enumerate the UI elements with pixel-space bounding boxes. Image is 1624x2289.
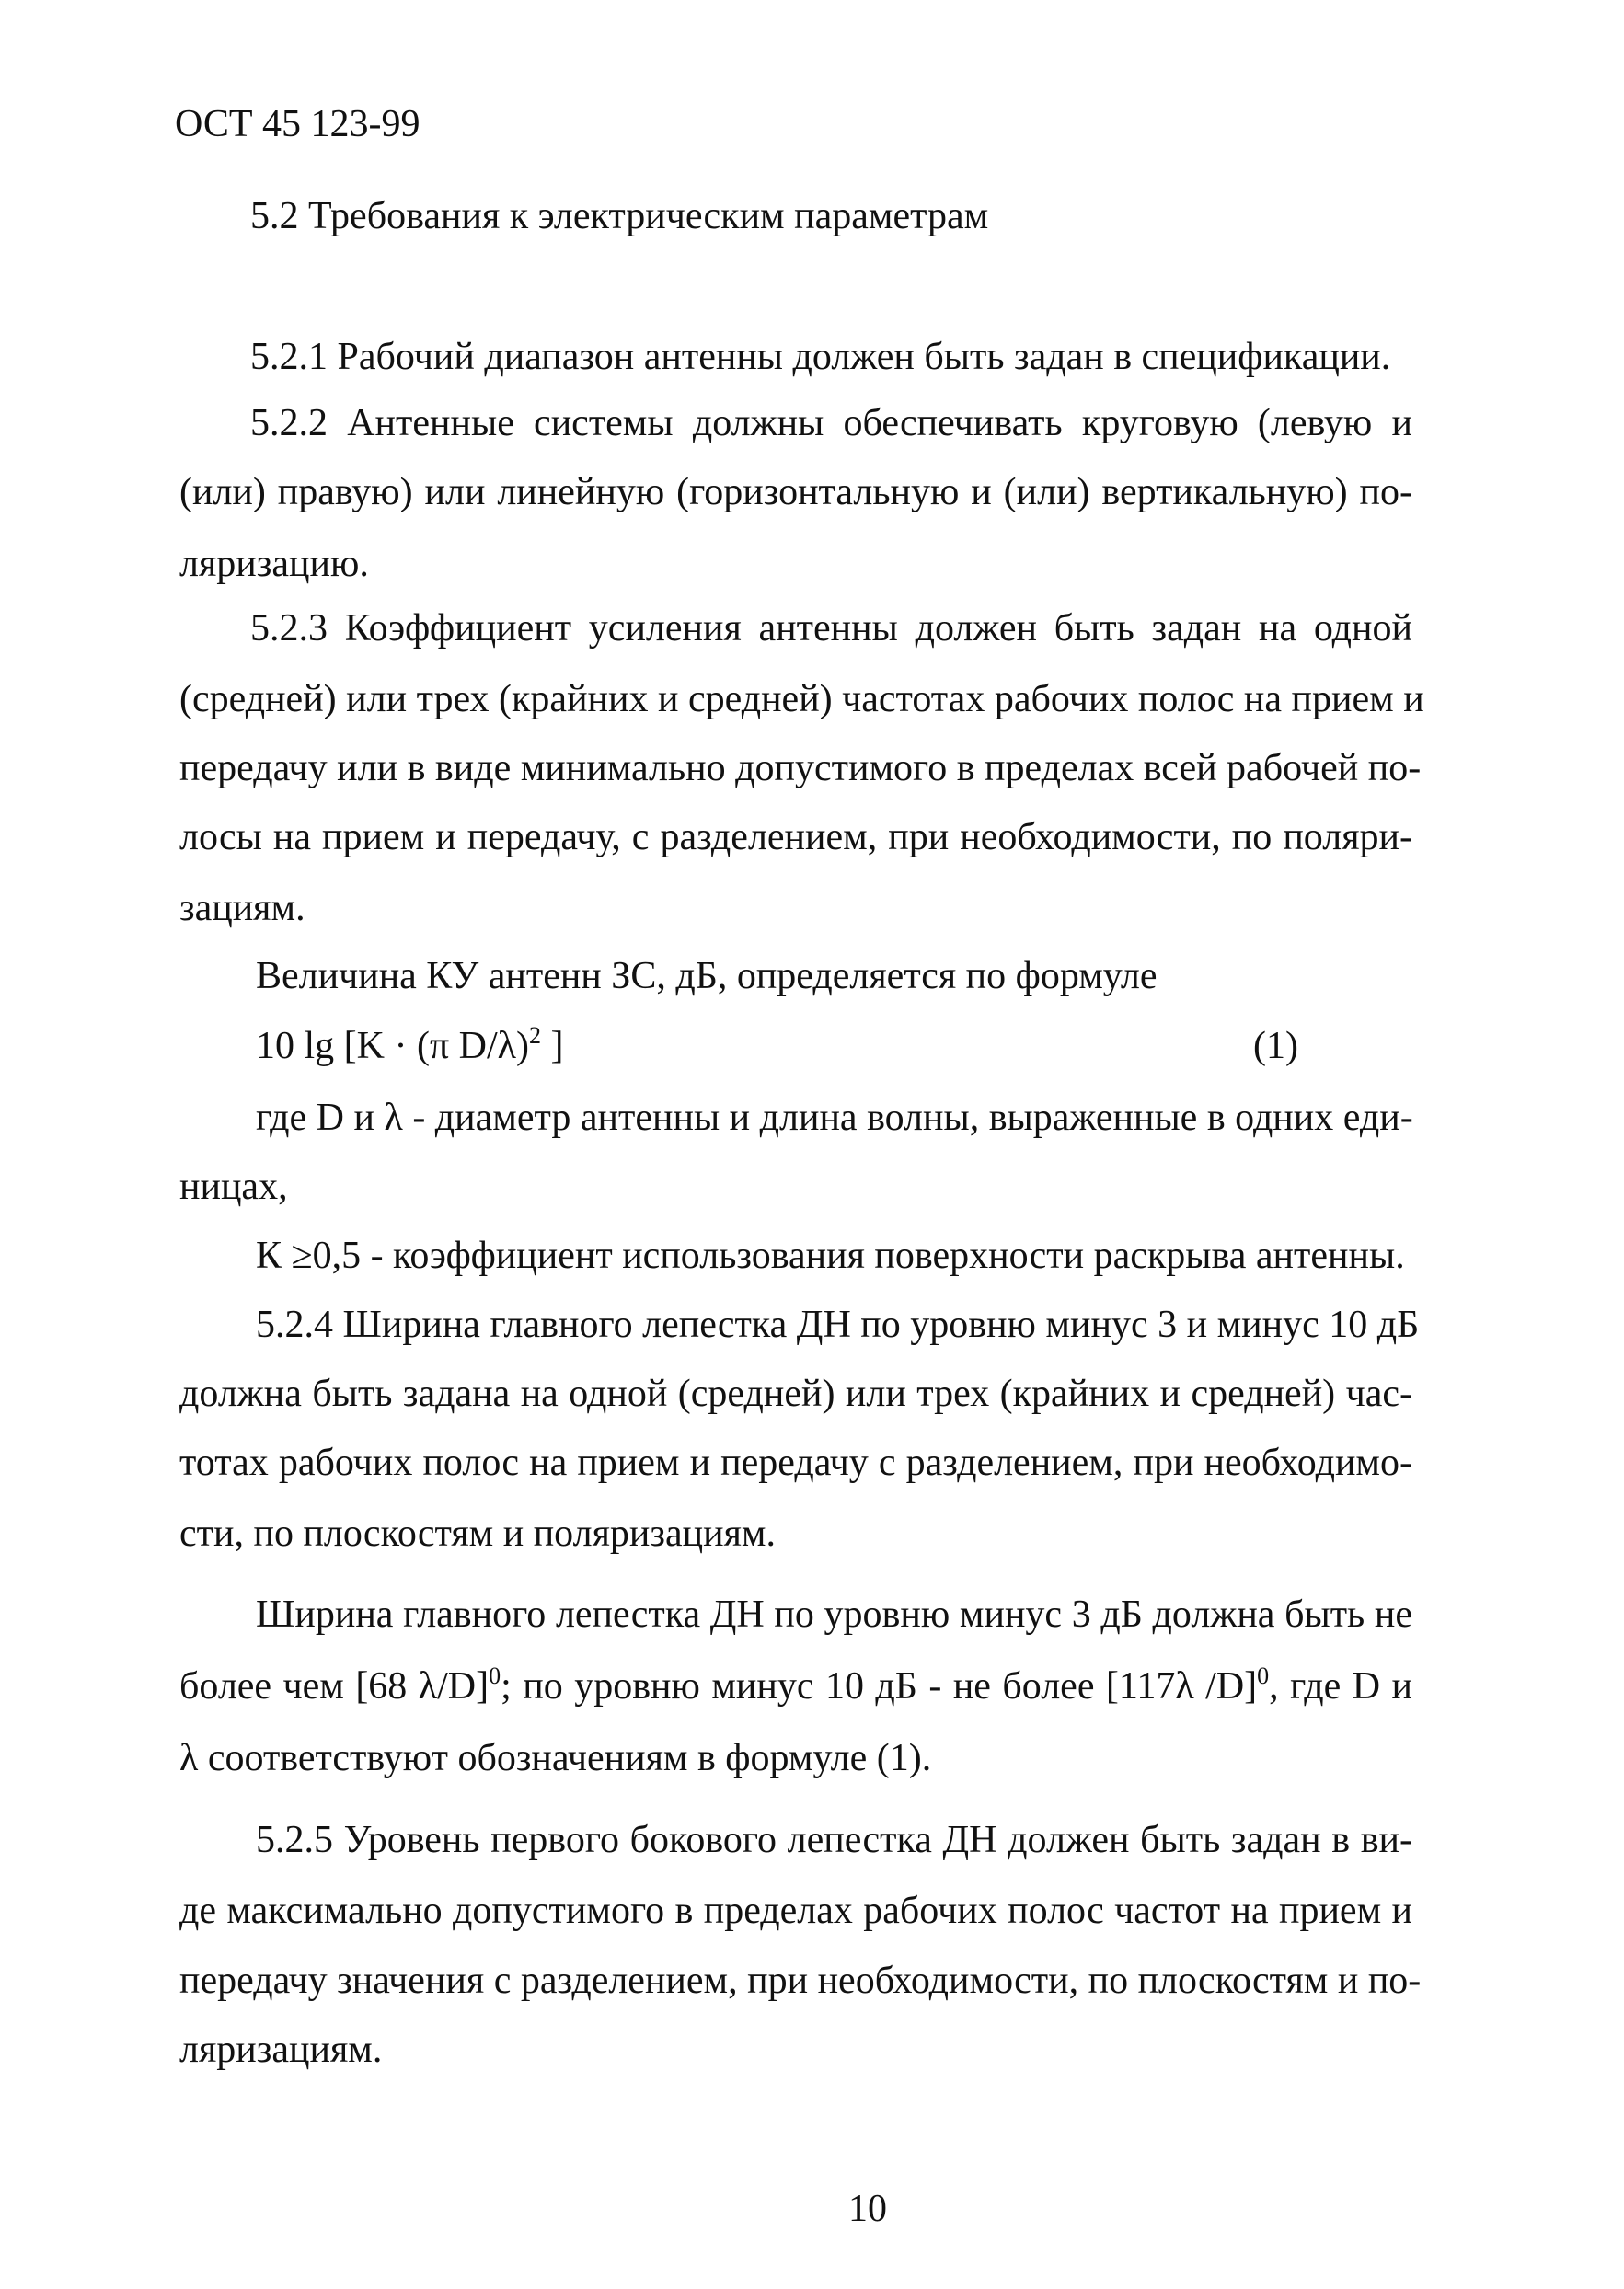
paragraph-5-2-5-line: передачу значения с разделением, при необходимости, по плоскостям и по- — [179, 1960, 1422, 2002]
paragraph-5-2-5-line: 5.2.5 Уровень первого бокового лепестка ДН должен быть задан в ви- — [256, 1819, 1412, 1861]
paragraph-5-2-3-line: передачу или в виде минимально допустимого в пределах всей рабочей по- — [179, 747, 1422, 789]
formula-main: 10 lg [K · (π D/λ) — [256, 1025, 530, 1067]
degree-superscript: 0 — [1257, 1662, 1270, 1689]
where-line: где D и λ - диаметр антенны и длина волны, выраженные в одних еди- — [256, 1097, 1413, 1139]
paragraph-5-2-3-line: (средней) или трех (крайних и средней) частотах рабочих полос на прием и — [179, 678, 1424, 720]
paragraph-5-2-2-line: (или) правую) или линейную (горизонтальную и (или) вертикальную) по- — [179, 471, 1412, 513]
paragraph-5-2-4-line: 5.2.4 Ширина главного лепестка ДН по уровню минус 3 и минус 10 дБ — [256, 1304, 1420, 1346]
degree-superscript: 0 — [489, 1662, 501, 1689]
formula-exponent: 2 — [529, 1022, 542, 1049]
page-number: 10 — [848, 2188, 887, 2230]
beamwidth-text: более чем [68 λ/D] — [179, 1665, 490, 1708]
k-definition: К ≥0,5 - коэффициент использования поверхности раскрыва антенны. — [256, 1235, 1405, 1277]
paragraph-5-2-3-line: лосы на прием и передачу, с разделением, при необходимости, по поляри- — [179, 816, 1412, 858]
beamwidth-line: λ соответствуют обозначениям в формуле (1). — [179, 1737, 932, 1779]
beamwidth-line: Ширина главного лепестка ДН по уровню минус 3 дБ должна быть не — [256, 1593, 1412, 1636]
where-line: ницах, — [179, 1166, 288, 1208]
paragraph-5-2-1: 5.2.1 Рабочий диапазон антенны должен быть задан в спецификации. — [250, 336, 1391, 378]
gain-formula-intro: Величина КУ антенн ЗС, дБ, определяется по формуле — [256, 955, 1158, 997]
beamwidth-text: ; по уровню минус 10 дБ - не более [117λ /D] — [501, 1665, 1258, 1708]
paragraph-5-2-2-line: 5.2.2 Антенные системы должны обеспечивать круговую (левую и — [250, 402, 1412, 444]
beamwidth-line — [179, 1663, 1412, 1709]
formula-number: (1) — [1253, 1025, 1298, 1067]
paragraph-5-2-3-line: 5.2.3 Коэффициент усиления антенны должен быть задан на одной — [250, 607, 1412, 650]
paragraph-5-2-5-line: де максимально допустимого в пределах рабочих полос частот на прием и — [179, 1890, 1412, 1932]
beamwidth-text: , где D и — [1269, 1665, 1412, 1708]
formula-close: ] — [541, 1025, 564, 1067]
paragraph-5-2-4-line: сти, по плоскостям и поляризациям. — [179, 1513, 776, 1555]
paragraph-5-2-4-line: должна быть задана на одной (средней) или трех (крайних и средней) час- — [179, 1373, 1412, 1415]
paragraph-5-2-4-line: тотах рабочих полос на прием и передачу с разделением, при необходимо- — [179, 1442, 1412, 1484]
paragraph-5-2-5-line: ляризациям. — [179, 2029, 383, 2071]
paragraph-5-2-2-line: ляризацию. — [179, 543, 369, 585]
formula — [256, 1023, 564, 1069]
document-code: ОСТ 45 123-99 — [175, 103, 420, 145]
paragraph-5-2-3-line: зациям. — [179, 887, 305, 929]
section-heading: 5.2 Требования к электрическим параметрам — [250, 195, 989, 237]
